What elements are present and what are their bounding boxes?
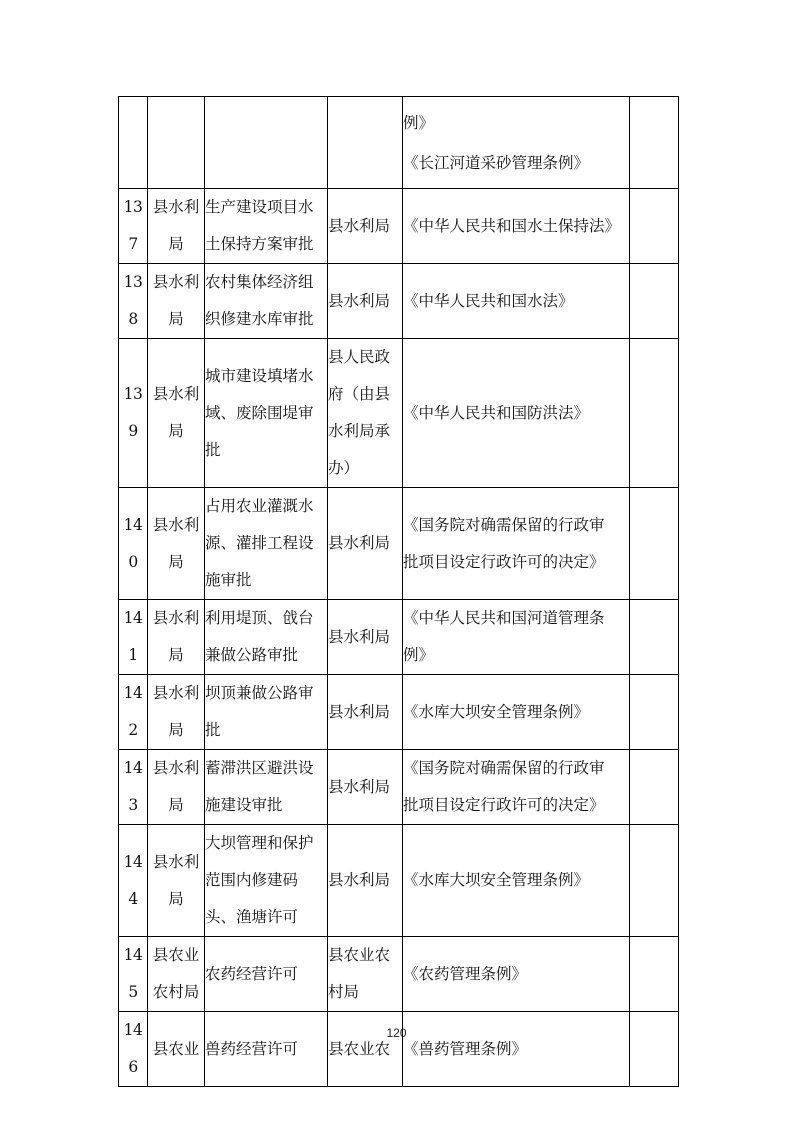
row-number: 138 bbox=[123, 273, 143, 328]
cell-dept bbox=[148, 264, 205, 339]
org-line: 县水利局 bbox=[328, 291, 391, 310]
table-row bbox=[119, 189, 679, 264]
table-row bbox=[119, 937, 679, 1012]
org-line: 县水利局 bbox=[328, 871, 391, 889]
cell-note bbox=[630, 339, 679, 488]
cell-dept bbox=[148, 750, 205, 825]
cell-org bbox=[328, 1012, 403, 1087]
org-line: 村局 bbox=[328, 983, 360, 1001]
cell-dept bbox=[148, 937, 205, 1012]
cell-note bbox=[630, 97, 679, 189]
basis-line: 《水库大坝安全管理条例》 bbox=[403, 702, 590, 721]
item-line: 兼做公路审批 bbox=[205, 646, 299, 664]
basis-line: 批项目设定行政许可的决定》 bbox=[403, 552, 605, 571]
basis-line: 《国务院对确需保留的行政审 bbox=[403, 759, 605, 777]
cell-num bbox=[119, 937, 148, 1012]
permit-table bbox=[118, 96, 679, 1087]
basis-line: 《中华人民共和国防洪法》 bbox=[403, 403, 590, 422]
cell-org bbox=[328, 937, 403, 1012]
basis-line: 《农药管理条例》 bbox=[403, 964, 528, 983]
cell-item bbox=[205, 97, 328, 189]
cell-item bbox=[205, 675, 328, 750]
cell-num bbox=[119, 750, 148, 825]
item-line: 农药经营许可 bbox=[205, 964, 299, 983]
dept-line: 局 bbox=[168, 796, 184, 814]
row-number: 140 bbox=[123, 515, 143, 571]
cell-item bbox=[205, 750, 328, 825]
cell-dept bbox=[148, 488, 205, 600]
cell-note bbox=[630, 600, 679, 675]
row-number: 139 bbox=[123, 385, 143, 440]
cell-dept bbox=[148, 825, 205, 937]
cell-org bbox=[328, 750, 403, 825]
item-line: 源、灌排工程设 bbox=[205, 534, 314, 552]
table-row-continued bbox=[119, 97, 679, 189]
cell-basis bbox=[403, 937, 630, 1012]
dept-line: 县水利 bbox=[152, 515, 200, 534]
cell-org bbox=[328, 488, 403, 600]
cell-basis bbox=[403, 600, 630, 675]
table-row bbox=[119, 264, 679, 339]
dept-line: 县农业 bbox=[152, 1039, 200, 1058]
item-line: 批 bbox=[205, 721, 221, 739]
cell-org bbox=[328, 264, 403, 339]
cell-item bbox=[205, 600, 328, 675]
dept-line: 县水利 bbox=[152, 385, 200, 403]
item-line: 兽药经营许可 bbox=[205, 1039, 299, 1058]
cell-basis bbox=[403, 189, 630, 264]
basis-line: 《兽药管理条例》 bbox=[403, 1039, 528, 1058]
row-number: 144 bbox=[123, 852, 143, 908]
cell-item bbox=[205, 189, 328, 264]
row-number: 143 bbox=[123, 759, 143, 814]
cell-dept bbox=[148, 189, 205, 264]
cell-dept bbox=[148, 675, 205, 750]
cell-org bbox=[328, 97, 403, 189]
table-row bbox=[119, 339, 679, 488]
cell-item bbox=[205, 937, 328, 1012]
table-row bbox=[119, 825, 679, 937]
cell-org bbox=[328, 825, 403, 937]
org-line: 县人民政 bbox=[328, 348, 391, 366]
cell-num bbox=[119, 189, 148, 264]
cell-item bbox=[205, 339, 328, 488]
org-line: 县农业农 bbox=[328, 946, 391, 964]
cell-num bbox=[119, 1012, 148, 1087]
item-line: 头、渔塘许可 bbox=[205, 908, 299, 926]
item-line: 坝顶兼做公路审 bbox=[205, 684, 314, 702]
dept-line: 局 bbox=[168, 552, 184, 571]
cell-note bbox=[630, 937, 679, 1012]
org-line: 县水利局 bbox=[328, 216, 391, 235]
cell-dept bbox=[148, 1012, 205, 1087]
item-line: 利用堤顶、戗台 bbox=[205, 609, 314, 627]
item-line: 占用农业灌溉水 bbox=[205, 497, 314, 515]
cell-num bbox=[119, 97, 148, 189]
cell-item bbox=[205, 1012, 328, 1087]
cell-num bbox=[119, 264, 148, 339]
cell-note bbox=[630, 750, 679, 825]
dept-line: 县水利 bbox=[152, 684, 200, 702]
row-number: 146 bbox=[123, 1021, 143, 1076]
dept-line: 县水利 bbox=[152, 273, 200, 291]
dept-line: 局 bbox=[168, 721, 184, 739]
dept-line: 县水利 bbox=[152, 852, 200, 871]
dept-line: 县水利 bbox=[152, 609, 200, 627]
dept-line: 局 bbox=[168, 889, 184, 908]
row-number: 142 bbox=[123, 684, 143, 739]
basis-line: 《中华人民共和国水土保持法》 bbox=[403, 216, 621, 235]
cell-basis bbox=[403, 97, 630, 189]
org-line: 县水利局 bbox=[328, 627, 391, 646]
item-line: 城市建设填堵水 bbox=[205, 366, 314, 385]
cell-num bbox=[119, 675, 148, 750]
cell-num bbox=[119, 600, 148, 675]
dept-line: 局 bbox=[168, 235, 184, 253]
dept-line: 局 bbox=[168, 310, 184, 328]
cell-basis bbox=[403, 264, 630, 339]
cell-dept bbox=[148, 339, 205, 488]
cell-note bbox=[630, 675, 679, 750]
cell-basis bbox=[403, 750, 630, 825]
cell-org bbox=[328, 600, 403, 675]
dept-line: 县水利 bbox=[152, 198, 200, 216]
table-row bbox=[119, 675, 679, 750]
item-line: 大坝管理和保护 bbox=[205, 834, 314, 852]
item-line: 范围内修建码 bbox=[205, 871, 299, 889]
cell-note bbox=[630, 189, 679, 264]
basis-line: 例》 bbox=[403, 113, 435, 132]
basis-line: 《中华人民共和国水法》 bbox=[403, 291, 574, 310]
org-line: 县水利局 bbox=[328, 777, 391, 796]
cell-note bbox=[630, 488, 679, 600]
cell-num bbox=[119, 488, 148, 600]
cell-basis bbox=[403, 675, 630, 750]
item-line: 批 bbox=[205, 440, 221, 459]
dept-line: 局 bbox=[168, 422, 184, 440]
cell-org bbox=[328, 339, 403, 488]
basis-line: 《水库大坝安全管理条例》 bbox=[403, 871, 590, 889]
cell-item bbox=[205, 264, 328, 339]
cell-item bbox=[205, 488, 328, 600]
org-line: 县水利局 bbox=[328, 702, 391, 721]
org-line: 府（由县 bbox=[328, 385, 391, 403]
item-line: 施建设审批 bbox=[205, 796, 283, 814]
cell-note bbox=[630, 264, 679, 339]
basis-line: 《中华人民共和国河道管理条 bbox=[403, 609, 605, 627]
cell-dept bbox=[148, 600, 205, 675]
table-row bbox=[119, 488, 679, 600]
org-line: 县水利局 bbox=[328, 534, 391, 552]
row-number: 141 bbox=[123, 609, 143, 664]
org-line: 水利局承 bbox=[328, 422, 391, 440]
cell-basis bbox=[403, 825, 630, 937]
item-line: 土保持方案审批 bbox=[205, 235, 314, 253]
row-number: 145 bbox=[123, 946, 143, 1001]
basis-line: 批项目设定行政许可的决定》 bbox=[403, 796, 605, 814]
dept-line: 县农业 bbox=[152, 946, 200, 964]
org-line: 办） bbox=[328, 459, 360, 477]
table-row bbox=[119, 600, 679, 675]
cell-org bbox=[328, 189, 403, 264]
cell-basis bbox=[403, 339, 630, 488]
cell-org bbox=[328, 675, 403, 750]
item-line: 蓄滞洪区避洪设 bbox=[205, 759, 314, 777]
item-line: 织修建水库审批 bbox=[205, 310, 314, 328]
cell-basis bbox=[403, 488, 630, 600]
basis-line: 《长江河道采砂管理条例》 bbox=[403, 153, 590, 172]
cell-num bbox=[119, 339, 148, 488]
permit-table-body bbox=[119, 97, 679, 1087]
cell-note bbox=[630, 825, 679, 937]
dept-line: 县水利 bbox=[152, 759, 200, 777]
cell-note bbox=[630, 1012, 679, 1087]
item-line: 域、废除围堤审 bbox=[205, 403, 314, 422]
item-line: 农村集体经济组 bbox=[205, 273, 314, 291]
basis-line: 《国务院对确需保留的行政审 bbox=[403, 515, 605, 534]
dept-line: 局 bbox=[168, 646, 184, 664]
row-number: 137 bbox=[123, 198, 143, 253]
cell-basis bbox=[403, 1012, 630, 1087]
page-number: 120 bbox=[386, 1026, 407, 1040]
item-line: 生产建设项目水 bbox=[205, 198, 314, 216]
basis-line: 例》 bbox=[403, 646, 435, 664]
item-line: 施审批 bbox=[205, 571, 252, 589]
dept-line: 农村局 bbox=[152, 983, 200, 1001]
table-row bbox=[119, 750, 679, 825]
cell-item bbox=[205, 825, 328, 937]
cell-num bbox=[119, 825, 148, 937]
cell-dept bbox=[148, 97, 205, 189]
table-row bbox=[119, 1012, 679, 1087]
org-line: 县农业农 bbox=[328, 1039, 391, 1058]
